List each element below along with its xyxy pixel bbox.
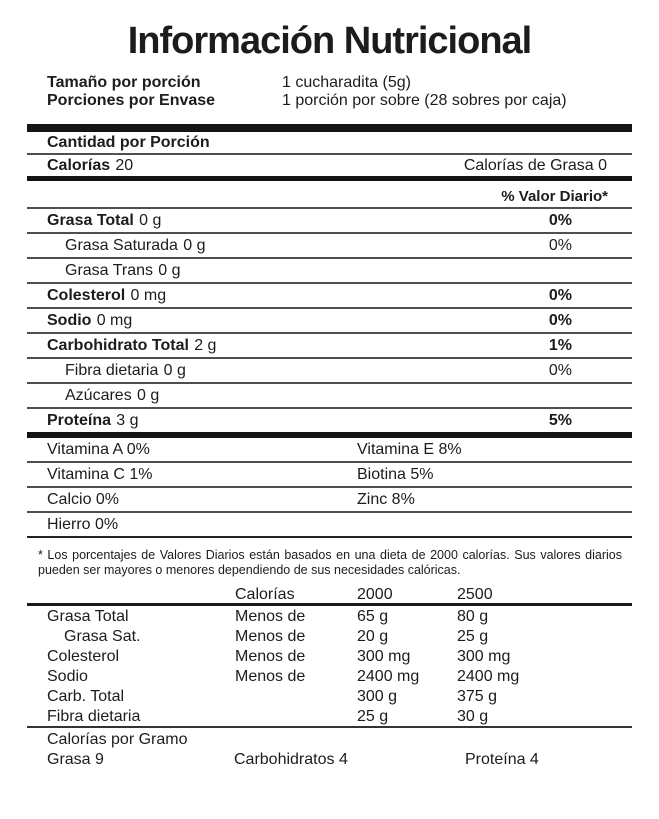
nutrient-name: Grasa Trans — [65, 262, 154, 279]
nutrient-row-fiber — [27, 359, 632, 384]
nutrient-amount: 0 g — [163, 362, 186, 379]
ref-v2000: 2400 mg — [357, 668, 420, 685]
nutrient-pct: 5% — [548, 412, 572, 429]
ref-v2000: 20 g — [357, 628, 389, 645]
calories-per-gram-header: Calorías por Gramo — [47, 731, 188, 748]
vitamin-left: Vitamina A 0% — [47, 441, 150, 458]
daily-value-header: % Valor Diario* — [27, 181, 632, 209]
servings-per-container-row — [27, 92, 632, 110]
servings-per-container-label: Porciones por Envase — [47, 92, 216, 109]
nutrient-name: Azúcares — [65, 387, 132, 404]
nutrient-name: Grasa Saturada — [65, 237, 178, 254]
reference-table-header — [27, 586, 632, 606]
ref-name: Sodio — [47, 668, 88, 685]
fat-calories: Calorías de Grasa 0 — [463, 157, 607, 174]
ref-v2500: 2400 mg — [457, 668, 520, 685]
ref-v2500: 80 g — [457, 608, 489, 625]
vitamin-row — [27, 513, 632, 536]
nutrient-amount: 0 g — [139, 212, 162, 229]
nutrient-row-total-carb — [27, 334, 632, 359]
reference-row-sat-fat — [27, 626, 632, 646]
nutrient-pct: 1% — [548, 337, 572, 354]
ref-v2000: 300 g — [357, 688, 398, 705]
nutrient-row-sodium — [27, 309, 632, 334]
nutrient-amount: 0 g — [183, 237, 206, 254]
calories-label: Calorías — [47, 157, 111, 174]
ref-name: Fibra dietaria — [47, 708, 141, 725]
nutrient-name: Proteína — [47, 412, 112, 429]
daily-value-footnote: * Los porcentajes de Valores Diarios están basados en una dieta de 2000 calorías. Sus valores diarios pueden ser mayores o menores dependiendo de sus necesidades calóricas. — [38, 548, 622, 577]
ref-name: Colesterol — [47, 648, 120, 665]
ref-v2500: 375 g — [457, 688, 498, 705]
reference-table — [27, 586, 632, 728]
ref-name: Grasa Sat. — [64, 628, 141, 645]
ref-col-calories: Calorías — [235, 586, 295, 603]
nutrient-name: Colesterol — [47, 287, 126, 304]
nutrient-amount: 3 g — [116, 412, 139, 429]
calories-row — [27, 155, 632, 176]
vitamin-right: Vitamina E 8% — [357, 441, 462, 458]
serving-size-label: Tamaño por porción — [47, 74, 201, 91]
nutrient-row-sugars — [27, 384, 632, 409]
vitamin-row — [27, 463, 632, 488]
vitamin-right: Zinc 8% — [357, 491, 415, 508]
nutrient-name: Fibra dietaria — [65, 362, 159, 379]
nutrient-amount: 2 g — [194, 337, 217, 354]
nutrient-row-saturated-fat — [27, 234, 632, 259]
nutrient-row-total-fat — [27, 209, 632, 234]
vitamin-left: Calcio 0% — [47, 491, 120, 508]
serving-size-row — [27, 74, 632, 92]
cpg-fat: Grasa 9 — [47, 751, 104, 768]
ref-v2000: 65 g — [357, 608, 389, 625]
cpg-carbs: Carbohidratos 4 — [234, 751, 348, 768]
ref-v2500: 25 g — [457, 628, 489, 645]
vitamin-right: Biotina 5% — [357, 466, 434, 483]
nutrient-pct: 0% — [548, 212, 572, 229]
cpg-protein: Proteína 4 — [465, 751, 539, 768]
vitamins-section — [27, 438, 632, 538]
reference-row-total-fat — [27, 606, 632, 626]
ref-qualifier: Menos de — [235, 668, 306, 685]
ref-v2000: 25 g — [357, 708, 389, 725]
ref-v2500: 300 mg — [457, 648, 511, 665]
nutrient-name: Carbohidrato Total — [47, 337, 189, 354]
nutrient-row-cholesterol — [27, 284, 632, 309]
ref-col-2000: 2000 — [357, 586, 393, 603]
vitamin-row — [27, 438, 632, 463]
reference-row-fiber — [27, 706, 632, 726]
ref-name: Carb. Total — [47, 688, 125, 705]
ref-col-empty — [47, 586, 235, 603]
reference-row-total-carb — [27, 686, 632, 706]
ref-qualifier — [235, 706, 357, 727]
vitamin-left: Vitamina C 1% — [47, 466, 153, 483]
nutrient-amount: 0 mg — [130, 287, 167, 304]
ref-name: Grasa Total — [47, 608, 129, 625]
nutrient-amount: 0 g — [158, 262, 181, 279]
nutrient-pct: 0% — [548, 237, 572, 254]
amount-per-serving-header: Cantidad por Porción — [27, 132, 632, 155]
vitamin-right — [357, 513, 632, 537]
vitamin-row — [27, 488, 632, 513]
serving-size-value: 1 cucharadita (5g) — [282, 74, 411, 91]
nutrient-pct: 0% — [548, 362, 572, 379]
ref-qualifier: Menos de — [235, 648, 306, 665]
ref-qualifier — [235, 686, 357, 707]
label-title: Información Nutricional — [127, 20, 532, 62]
nutrient-name: Grasa Total — [47, 212, 134, 229]
ref-v2000: 300 mg — [357, 648, 411, 665]
nutrient-amount: 0 g — [136, 387, 160, 404]
nutrient-pct: 0% — [548, 287, 572, 304]
nutrient-row-protein — [27, 409, 632, 432]
serving-info — [27, 74, 632, 110]
calories-per-gram-values — [27, 749, 632, 771]
nutrient-pct: 0% — [548, 312, 572, 329]
reference-row-cholesterol — [27, 646, 632, 666]
ref-v2500: 30 g — [457, 708, 489, 725]
ref-col-2500: 2500 — [457, 586, 493, 603]
nutrition-label — [27, 16, 632, 771]
nutrient-amount: 0 mg — [96, 312, 133, 329]
ref-qualifier: Menos de — [235, 628, 306, 645]
thick-divider-top — [27, 124, 632, 132]
ref-qualifier: Menos de — [235, 608, 306, 625]
calories-value: 20 — [115, 157, 134, 174]
servings-per-container-value: 1 porción por sobre (28 sobres por caja) — [282, 92, 567, 109]
nutrient-row-trans-fat — [27, 259, 632, 284]
vitamin-left: Hierro 0% — [47, 516, 119, 533]
nutrient-name: Sodio — [47, 312, 92, 329]
reference-row-sodium — [27, 666, 632, 686]
